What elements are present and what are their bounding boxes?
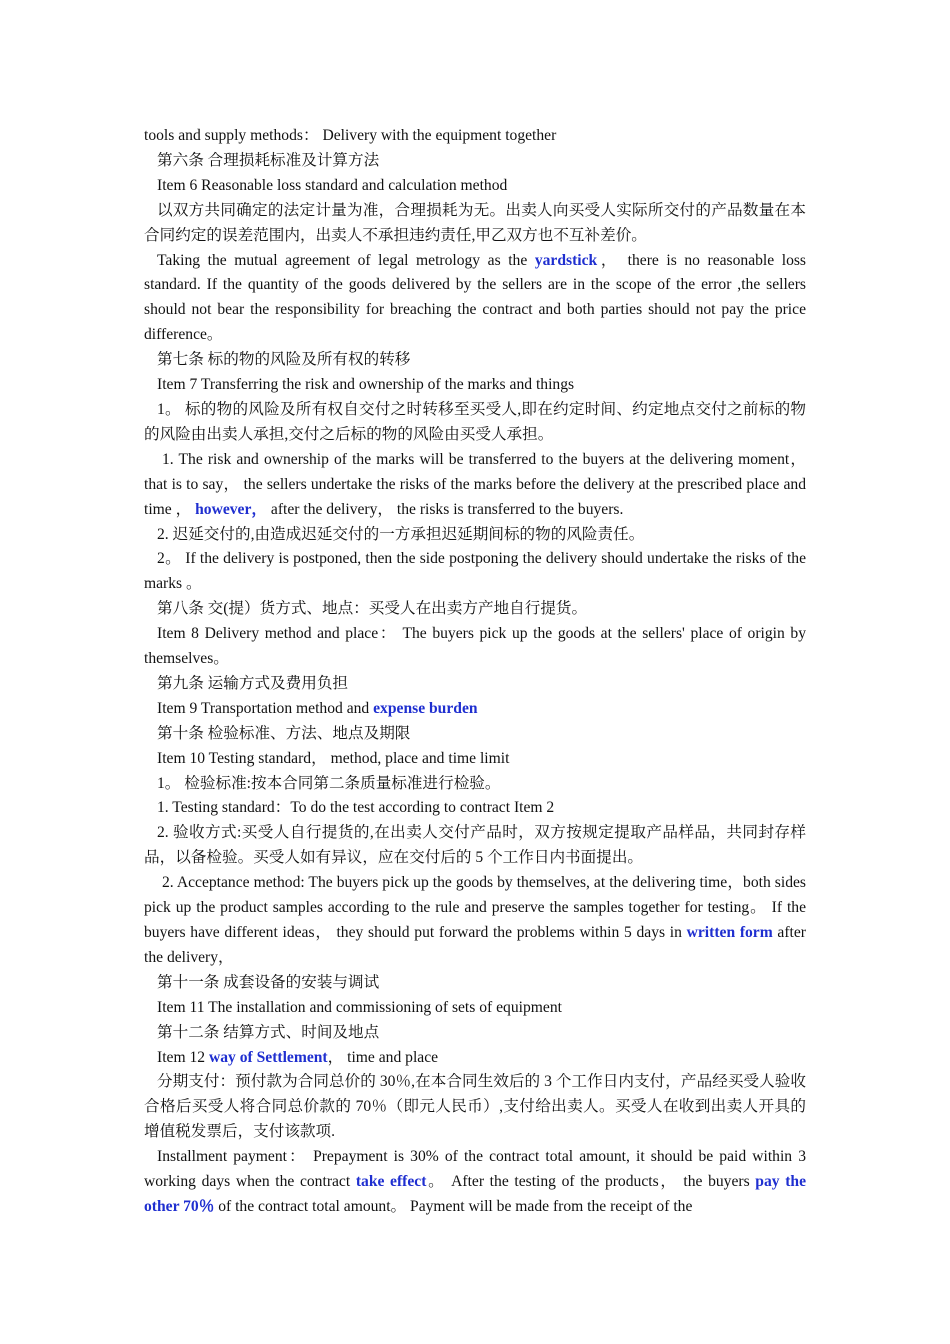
text-run: Item 7 Transferring the risk and ownership of the marks and things bbox=[157, 376, 575, 394]
text-run: 1. The risk and ownership of the marks will be transferred to the buyers at the delivering moment， that is to say， the sellers undertake the risks of the marks before the delivery at the prescribed place and time ， bbox=[144, 450, 806, 518]
para-l2 bbox=[144, 149, 806, 174]
text-run: 第八条 交(提）货方式、地点：买受人在出卖方产地自行提货。 bbox=[157, 600, 588, 618]
text-run: Item 12 bbox=[157, 1048, 209, 1066]
highlighted-term: yardstick bbox=[534, 251, 598, 269]
text-run: 。 After the testing of the products， the buyers bbox=[426, 1173, 756, 1191]
highlighted-term: expense burden bbox=[373, 699, 478, 717]
para-l18 bbox=[144, 772, 806, 797]
para-l21 bbox=[144, 871, 806, 971]
text-run: Item 8 Delivery method and place： The buyers pick up the goods at the sellers' place of origin by themselves。 bbox=[144, 625, 806, 668]
text-run: after the delivery， the risks is transferred to the buyers. bbox=[267, 500, 624, 518]
text-run: 2. 迟延交付的,由造成迟延交付的一方承担迟延期间标的物的风险责任。 bbox=[157, 525, 645, 543]
text-run: 2。 If the delivery is postponed, then the side postponing the delivery should undertake the risks of the marks 。 bbox=[144, 550, 806, 593]
para-l7 bbox=[144, 373, 806, 398]
para-l3 bbox=[144, 174, 806, 199]
text-run: ， there is no reasonable loss standard. If the quantity of the goods delivered by the sellers are in the scope of the error ,the sellers should not bear the responsibility for breaching the contract and both parties should not pay the price difference。 bbox=[144, 251, 806, 344]
para-l13 bbox=[144, 622, 806, 672]
para-l6 bbox=[144, 348, 806, 373]
para-l16 bbox=[144, 722, 806, 747]
text-run: 1。 检验标准:按本合同第二条质量标准进行检验。 bbox=[157, 774, 501, 792]
para-l24 bbox=[144, 1021, 806, 1046]
text-run: 以双方共同确定的法定计量为准，合理损耗为无。出卖人向买受人实际所交付的产品数量在本合同约定的误差范围内，出卖人不承担违约责任,甲乙双方也不互补差价。 bbox=[144, 201, 806, 244]
para-l20 bbox=[144, 821, 806, 871]
text-run: Item 9 Transportation method and bbox=[157, 699, 374, 717]
highlighted-term: take effect bbox=[355, 1173, 427, 1191]
text-run: 第九条 运输方式及费用负担 bbox=[157, 674, 349, 692]
text-run: 第十二条 结算方式、时间及地点 bbox=[157, 1023, 380, 1041]
para-l12 bbox=[144, 597, 806, 622]
text-run: Installment payment： Prepayment is 30% of the contract total amount, it should be paid within 3 working days when the contract bbox=[144, 1148, 806, 1191]
text-run: 第七条 标的物的风险及所有权的转移 bbox=[157, 351, 411, 369]
text-run: after the delivery， bbox=[144, 924, 806, 966]
para-l17 bbox=[144, 747, 806, 772]
para-l23 bbox=[144, 996, 806, 1021]
para-l1 bbox=[144, 124, 806, 149]
para-l5 bbox=[144, 249, 806, 349]
text-run: Item 6 Reasonable loss standard and calculation method bbox=[157, 176, 508, 194]
text-run: 2. 验收方式:买受人自行提货的,在出卖人交付产品时，双方按规定提取产品样品，共同封存样品，以备检验。买受人如有异议，应在交付后的 5 个工作日内书面提出。 bbox=[144, 824, 806, 867]
text-run: Item 11 The installation and commissioning of sets of equipment bbox=[157, 998, 562, 1016]
text-run: Item 10 Testing standard， method, place and time limit bbox=[157, 749, 510, 767]
para-l22 bbox=[144, 971, 806, 996]
text-run: 2. Acceptance method: The buyers pick up the goods by themselves, at the delivering time，both sides pick up the product samples according to the rule and preserve the samples together for testing。 If the buyers have different ideas， they should put forward the problems within 5 days in bbox=[144, 874, 806, 941]
para-l14 bbox=[144, 672, 806, 697]
para-l8 bbox=[144, 398, 806, 448]
para-l10 bbox=[144, 523, 806, 548]
highlighted-term: written form bbox=[686, 924, 773, 941]
text-run: 分期支付：预付款为合同总价的 30％,在本合同生效后的 3 个工作日内支付，产品经买受人验收合格后买受人将合同总价款的 70％（即元人民币）,支付给出卖人。买受人在收到出卖人开具的增值税发票后，支付该款项. bbox=[144, 1073, 806, 1141]
para-l15 bbox=[144, 697, 806, 722]
highlighted-term: however， bbox=[195, 500, 267, 518]
para-l27 bbox=[144, 1145, 806, 1220]
text-run: 第十一条 成套设备的安装与调试 bbox=[157, 973, 380, 991]
text-run: 第六条 合理损耗标准及计算方法 bbox=[157, 151, 380, 169]
text-run: Taking the mutual agreement of legal metrology as the bbox=[157, 251, 535, 269]
para-l9 bbox=[144, 448, 806, 523]
text-run: of the contract total amount。 Payment will be made from the receipt of the bbox=[214, 1197, 693, 1215]
para-l25 bbox=[144, 1046, 806, 1071]
highlighted-term: pay the other 70％ bbox=[144, 1173, 806, 1215]
document-page bbox=[144, 124, 806, 1220]
text-run: 第十条 检验标准、方法、地点及期限 bbox=[157, 724, 411, 742]
para-l11 bbox=[144, 547, 806, 597]
para-l4 bbox=[144, 199, 806, 249]
text-run: tools and supply methods： Delivery with the equipment together bbox=[144, 127, 557, 144]
text-run: ， time and place bbox=[327, 1048, 439, 1066]
para-l19 bbox=[144, 796, 806, 821]
text-run: 1. Testing standard：To do the test according to contract Item 2 bbox=[157, 799, 555, 817]
highlighted-term: way of Settlement bbox=[208, 1048, 328, 1066]
para-l26 bbox=[144, 1070, 806, 1145]
text-run: 1。 标的物的风险及所有权自交付之时转移至买受人,即在约定时间、约定地点交付之前标的物的风险由出卖人承担,交付之后标的物的风险由买受人承担。 bbox=[144, 400, 806, 443]
